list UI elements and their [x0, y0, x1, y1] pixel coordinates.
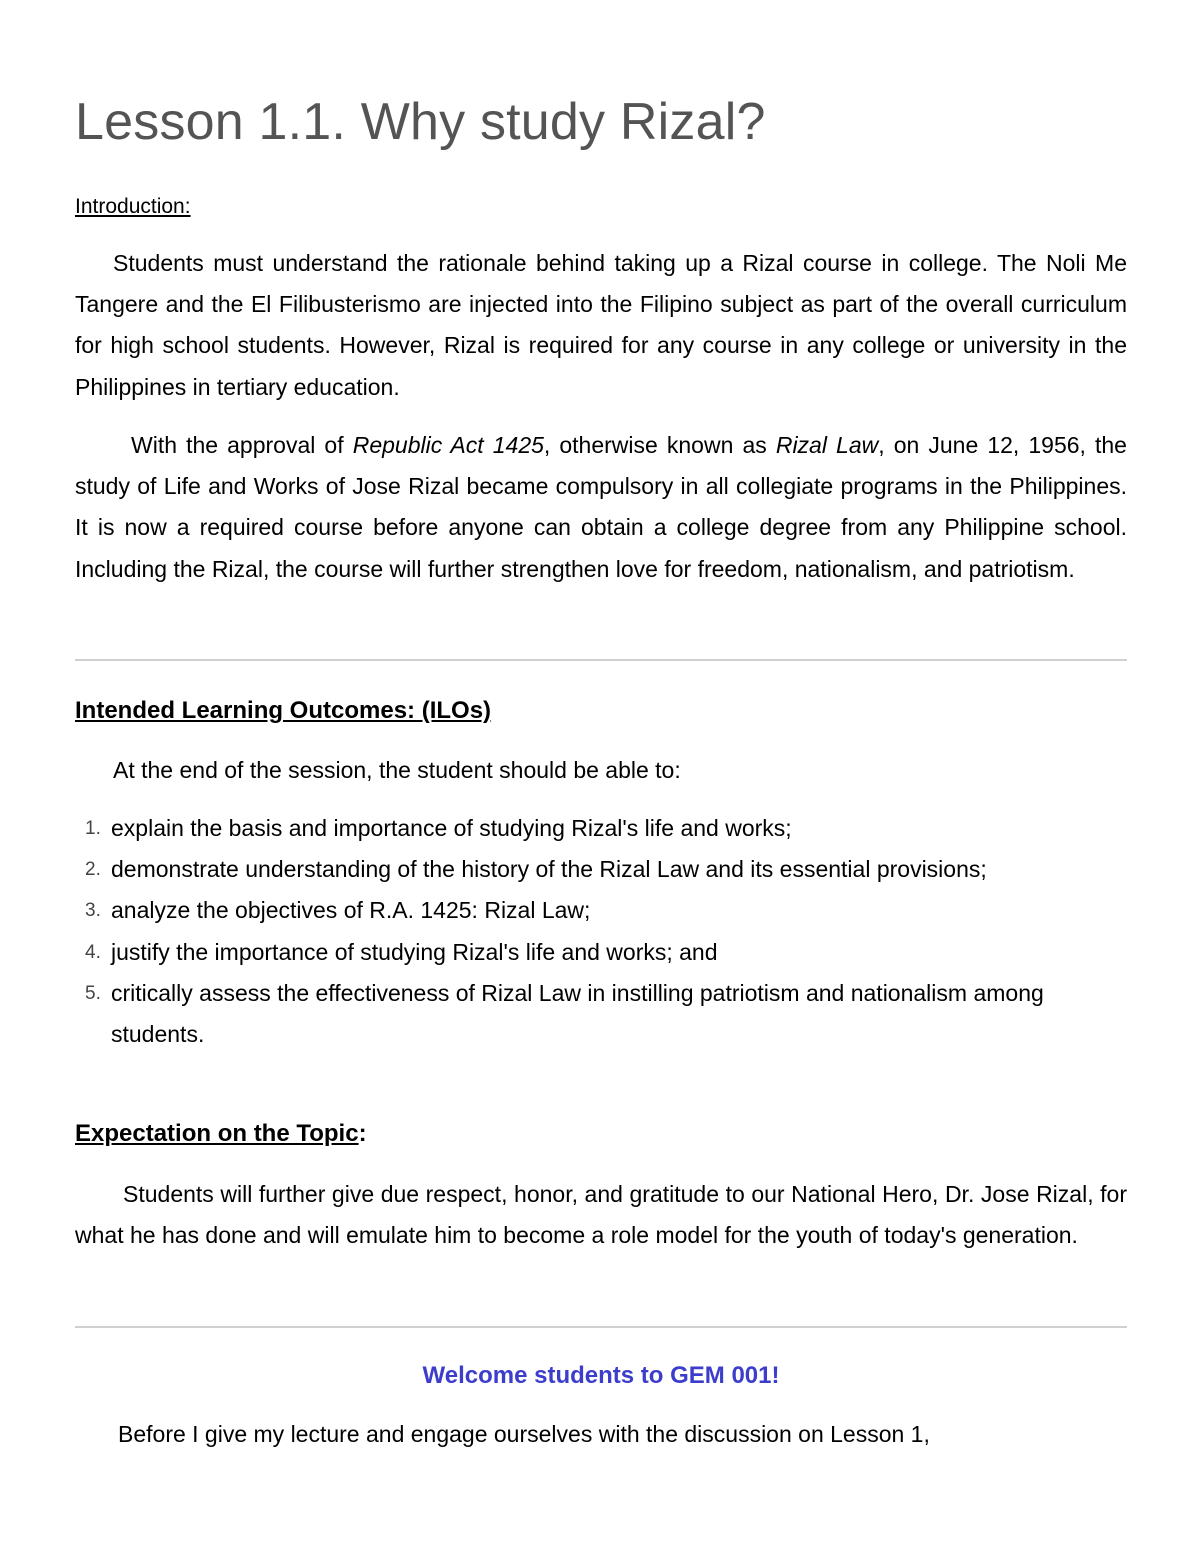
list-item-text: explain the basis and importance of studying Rizal's life and works;	[111, 815, 792, 841]
list-item-number: 3.	[85, 900, 101, 922]
list-item-text: demonstrate understanding of the history of the Rizal Law and its essential provisions;	[111, 856, 987, 883]
closing-text: Before I give my lecture and engage ourselves with the discussion on Lesson 1,	[118, 1421, 930, 1447]
list-item-text: justify the importance of studying Rizal's life and works; and	[111, 938, 718, 965]
list-item	[75, 932, 1127, 973]
list-item-number: 1.	[85, 818, 101, 839]
introduction-paragraph-1: Students must understand the rationale behind taking up a Rizal course in college. The Noli Me Tangere and the El Filibusterismo are injected into the Filipino subject as part of the overall curriculum for high school students. However, Rizal is required for any course in any college or university in the Philippines in tertiary education.	[75, 250, 1127, 400]
lesson-title: Lesson 1.1. Why study Rizal?	[75, 93, 766, 151]
introduction-heading: Introduction:	[75, 195, 191, 218]
paragraph-text: , otherwise known as	[543, 432, 776, 458]
ilo-list	[75, 808, 1127, 1055]
ilo-lead-text: At the end of the session, the student should be able to:	[113, 757, 681, 783]
list-item	[75, 890, 1127, 931]
republic-act-reference: Republic Act 1425	[352, 432, 544, 458]
list-item-text: critically assess the effectiveness of Rizal Law in instilling patriotism and nationalism among students.	[111, 979, 1044, 1048]
introduction-paragraph-2	[75, 425, 1127, 590]
list-item	[75, 973, 1127, 1055]
list-item-number: 5.	[85, 982, 101, 1004]
list-item-text: analyze the objectives of R.A. 1425: Rizal Law;	[111, 897, 591, 924]
welcome-message: Welcome students to GEM 001!	[422, 1362, 780, 1389]
expectation-heading-colon: :	[358, 1120, 367, 1147]
ilo-heading	[75, 697, 491, 725]
ilo-heading-text: Intended Learning Outcomes: (ILOs)	[75, 697, 492, 724]
expectation-paragraph: Students will further give due respect, honor, and gratitude to our National Hero, Dr. Jose Rizal, for what he has done and will emulate him to become a role model for the youth of today's generation.	[75, 1181, 1127, 1249]
list-item	[75, 849, 1127, 890]
section-divider	[75, 1326, 1127, 1328]
paragraph-text: , on June 12, 1956, the study of Life and Works of Jose Rizal became compulsory in all collegiate programs in the Philippines. It is now a required course before anyone can obtain a college degree from any Philippine school. Including the Rizal, the course will further strengthen love for freedom, nationalism, and patriotism.	[75, 432, 1127, 582]
expectation-heading	[75, 1120, 367, 1148]
list-item	[75, 808, 1127, 849]
section-divider	[75, 659, 1127, 661]
list-item-number: 2.	[85, 859, 101, 881]
list-item-number: 4.	[85, 941, 101, 963]
expectation-heading-text: Expectation on the Topic	[75, 1120, 359, 1147]
rizal-law-reference: Rizal Law	[775, 432, 879, 458]
paragraph-text: With the approval of	[131, 432, 353, 458]
